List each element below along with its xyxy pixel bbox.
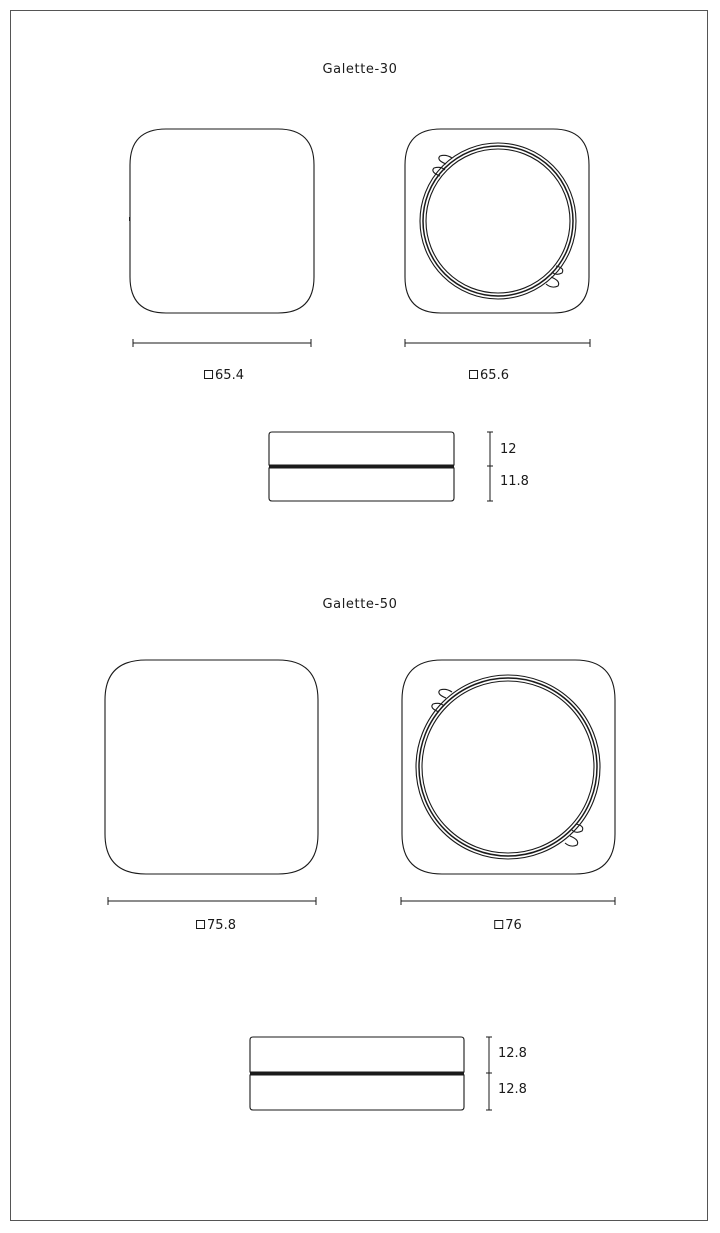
galette50-height-lid: 12.8 bbox=[498, 1046, 527, 1061]
galette30-height-lid: 12 bbox=[500, 442, 517, 457]
galette30-lid-top-view bbox=[130, 129, 315, 313]
galette50-height-base: 12.8 bbox=[498, 1082, 527, 1097]
galette50-lid-width-dimension-line bbox=[108, 897, 316, 905]
galette30-base-top-view bbox=[405, 129, 589, 313]
galette30-title: Galette-30 bbox=[322, 62, 398, 77]
galette50-base-top-view bbox=[402, 660, 615, 874]
galette30-height-base: 11.8 bbox=[500, 474, 529, 489]
galette50-lid-top-view bbox=[105, 660, 318, 874]
galette30-base-width-dimension-line bbox=[405, 339, 590, 347]
galette50-lid-dimension bbox=[196, 918, 236, 934]
galette30-lower-tab bbox=[546, 277, 559, 287]
square-symbol-icon bbox=[204, 370, 213, 379]
galette30-lid-dimension-value: 65.4 bbox=[215, 368, 244, 383]
galette50-lid-dimension-value: 75.8 bbox=[207, 918, 236, 933]
galette50-base-dimension bbox=[494, 918, 522, 934]
square-symbol-icon bbox=[196, 920, 205, 929]
galette50-base-dimension-value: 76 bbox=[505, 918, 522, 933]
galette50-side-view bbox=[250, 1037, 464, 1110]
galette50-title: Galette-50 bbox=[322, 597, 398, 612]
galette50-height-dimension-line bbox=[486, 1037, 492, 1110]
galette50-upper-tab bbox=[439, 689, 452, 698]
galette30-height-dimension-line bbox=[487, 432, 493, 501]
galette50-base-width-dimension-line bbox=[401, 897, 615, 905]
galette30-lid-dimension bbox=[204, 368, 244, 384]
galette30-side-view bbox=[269, 432, 454, 501]
galette30-base-dimension-value: 65.6 bbox=[480, 368, 509, 383]
square-symbol-icon bbox=[494, 920, 503, 929]
galette30-lid-width-dimension-line bbox=[133, 339, 311, 347]
square-symbol-icon bbox=[469, 370, 478, 379]
galette30-base-dimension bbox=[469, 368, 509, 384]
